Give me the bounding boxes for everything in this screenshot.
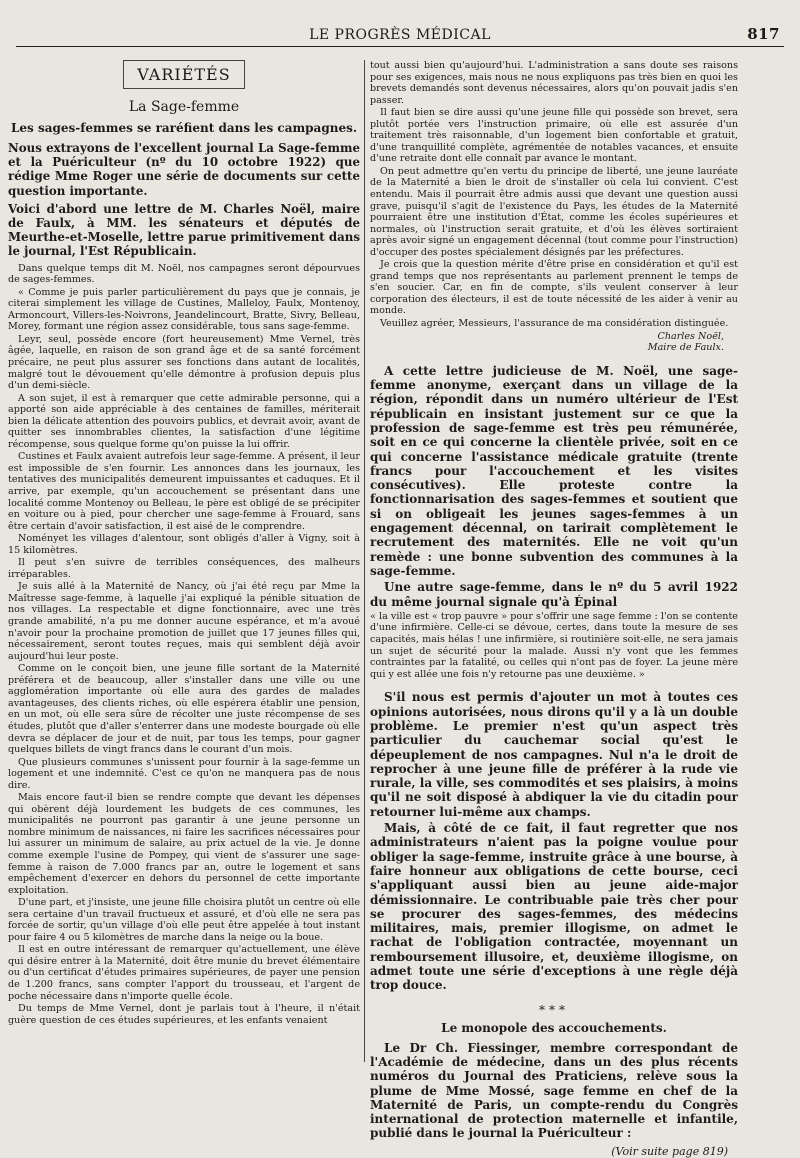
section-separator: *** <box>539 1002 569 1017</box>
body-paragraph: Veuillez agréer, Messieurs, l'assurance de ma considération distinguée. <box>380 318 729 330</box>
body-paragraph: Dans quelque temps dit M. Noël, nos campagnes seront dépourvues de sages-femmes. <box>8 262 360 286</box>
body-paragraph: « Comme je puis parler particulièrement du pays que je connais, je citerai simplement les village de Custines, Malleloy, Faulx, Montenoy, Armoncourt, Villers-les-Noivrons, Jeandelincourt, Bratte, Sivry, Belleau, Morey, formant une région assez considérable, tous sans sage-femme. <box>8 286 360 333</box>
page-number: 817 <box>747 25 780 43</box>
letter-signature <box>370 331 724 354</box>
signature-title: Maire de Faulx. <box>647 342 724 354</box>
body-paragraph: Custines et Faulx avaient autrefois leur sage-femme. A présent, il leur est impossible de s'en fournir. Les annonces dans les journaux, les tentatives des municipalités demeurent impuissantes et caduques. Et il arrive, par exemple, qu'un accouchement se présentant dans une localité comme Montenoy ou Belleau, le père est obligé de se précipiter en voiture ou à pied, pour chercher une sage-femme à Frouard, sans être certain d'avoir satisfaction, il est aisé de le comprendre. <box>8 451 360 532</box>
quoted-text: « la ville est « trop pauvre » pour s'offrir une sage femme : l'on se contente d'une infirmière. Celle-ci se dévoue, certes, dans toute la mesure de ses capacités, mais hélas ! une infirmière, si routinière soit-elle, ne sera jamais un sujet de sécurité pour la malade. Aussi n'y vont que les femmes contraintes par la fatalité, ou celles qui n'ont pas de foyer. La jeune mère qui y est allée une fois n'y retourne pas une deuxième. » <box>370 610 738 680</box>
journal-title: LE PROGRÈS MÉDICAL <box>309 27 491 43</box>
article-title: La Sage-femme <box>128 99 240 115</box>
body-paragraph: Je crois que la question mérite d'être prise en considération et qu'il est grand temps que nos représentants au parlement prennent le temps de s'en soucier. Car, en fin de compte, s'ils veulent conserver à leur corporation des électeurs, il est de toute nécessité de les aider à venir au monde. <box>370 259 738 317</box>
commentary-paragraph: S'il nous est permis d'ajouter un mot à toutes ces opinions autorisées, nous dirons qu'il y a là un double problème. Le premier n'est qu'un aspect très particulier du cauchemar social qu'est le dépeuplement de nos campagnes. Nul n'a le droit de reprocher à une jeune fille de préférer à la rude vie rurale, la ville, ses commodités et ses plaisirs, à moins qu'il ne soit disposé à abdiquer la vie du citadin pour retourner lui-même aux champs. <box>370 690 738 819</box>
body-paragraph: Il peut s'en suivre de terribles conséquences, des malheurs irréparables. <box>8 557 360 580</box>
page-header <box>16 24 784 47</box>
body-paragraph: A son sujet, il est à remarquer que cette admirable personne, qui a apporté son aide appréciable à des centaines de familles, mériterait bien la délicate attention des pouvoirs publics, et devrait avoir, avant de quitter ses innombrables clientes, la satisfaction d'une légitime récompense, sous quelque forme qu'on puisse la lui offrir. <box>8 392 360 450</box>
signature-name: Charles Noël, <box>657 330 724 342</box>
section-title: VARIÉTÉS <box>123 60 245 89</box>
left-column <box>8 60 360 1066</box>
commentary-paragraph: Le Dr Ch. Fiessinger, membre correspondant de l'Académie de médecine, dans un des plus récents numéros du Journal des Praticiens, relève sous la plume de Mme Mossé, sage femme en chef de la Maternité de Paris, un compte-rendu du Congrès international de protection maternelle et infantile, publié dans le journal la Puériculteur : <box>370 1040 738 1141</box>
body-paragraph: Du temps de Mme Vernel, dont je parlais tout à l'heure, il n'était guère question de ces études supérieures, et les enfants venaient <box>8 1003 360 1026</box>
column-divider <box>364 60 365 1062</box>
body-paragraph: Que plusieurs communes s'unissent pour fournir à la sage-femme un logement et une indemnité. C'est ce qu'on ne manquera pas de nous dire. <box>8 756 360 791</box>
body-paragraph: Il est en outre intéressant de remarquer qu'actuellement, une élève qui désire entrer à la Maternité, doit être munie du brevet élémentaire ou d'un certificat d'études primaires supérieures, de payer une pension de 1.200 francs, sans compter l'apport du trousseau, et l'argent de poche nécessaire dans n'importe quelle école. <box>8 944 360 1002</box>
subsection-title: Le monopole des accouchements. <box>441 1020 667 1035</box>
commentary-paragraph: Une autre sage-femme, dans le nº du 5 avril 1922 du même journal signale qu'à Épinal <box>370 580 738 609</box>
body-paragraph: Je suis allé à la Maternité de Nancy, où j'ai été reçu par Mme la Maîtresse sage-femme, à laquelle j'ai expliqué la pénible situation de nos villages. La respectable et digne fonctionnaire, avec une très grande amabilité, n'a pu me donner aucune espérance, et m'a avoué n'avoir pour la prochaine promotion de juillet que 17 jeunes filles qui, nécessairement, seront toutes reçues, mais qui semblent déjà avoir aujourd'hui leur poste. <box>8 581 360 662</box>
body-paragraph: tout aussi bien qu'aujourd'hui. L'administration a sans doute ses raisons pour ses exigences, mais nous ne nous expliquons pas très bien en quoi les brevets demandés sont devenus nécessaires, alors qu'on pouvait jadis s'en passer. <box>370 60 738 106</box>
intro-paragraph: Voici d'abord une lettre de M. Charles Noël, maire de Faulx, à MM. les sénateurs et députés de Meurthe-et-Moselle, lettre parue primitivement dans le journal, l'Est Républicain. <box>8 201 360 259</box>
right-column <box>370 60 738 1158</box>
commentary-paragraph: Mais, à côté de ce fait, il faut regretter que nos administrateurs n'aient pas la poigne voulue pour obliger la sage-femme, instruite grâce à une bourse, à faire honneur aux obligations de cette bourse, ceci s'appliquant aussi bien au jeune aide-major démissionnaire. Le contribuable paie très cher pour se procurer des sages-femmes, des médecins militaires, mais, premier illogisme, on admet le rachat de l'obligation contractée, moyennant un remboursement illusoire, et, deuxième illogisme, on admet toute une série d'exceptions à une règle déjà trop douce. <box>370 821 738 993</box>
body-paragraph: On peut admettre qu'en vertu du principe de liberté, une jeune lauréate de la Maternité a bien le droit de s'installer où cela lui convient. C'est entendu. Mais il pourrait être admis aussi que devant une question aussi grave, puisqu'il s'agit de l'existence du Pays, les études de la Maternité pourraient être une institution d'État, comme les écoles supérieures et normales, où l'instruction serait gratuite, et d'où les élèves sortiraient après avoir signé un engagement décennal (tout comme pour l'instruction) d'occuper des postes spécialement désignés par les préfectures. <box>370 165 738 258</box>
body-paragraph: D'une part, et j'insiste, une jeune fille choisira plutôt un centre où elle sera certaine d'un travail fructueux et assuré, et d'où elle ne sera pas forcée de sortir, qu'un village d'où elle peut être appelée à tout instant pour faire 4 ou 5 kilomètres de marche dans la neige ou la boue. <box>8 897 360 943</box>
body-paragraph: Noményet les villages d'alentour, sont obligés d'aller à Vigny, soit à 15 kilomètres. <box>8 533 360 556</box>
commentary-paragraph: A cette lettre judicieuse de M. Noël, une sage-femme anonyme, exerçant dans un village de la région, répondit dans un numéro ultérieur de l'Est républicain en insistant justement sur ce que la profession de sage-femme est très peu rémunérée, soit en ce qui concerne la clientèle privée, soit en ce qui concerne l'assistance médicale gratuite (trente francs pour l'accouchement et les visites consécutives). Elle proteste contre la fonctionnarisation des sages-femmes et soutient que si on obligeait les jeunes sages-femmes à un engagement décennal, on tarirait complètement le recrutement des maternités. Elle ne voit qu'un remède : une bonne subvention des communes à la sage-femme. <box>370 363 738 578</box>
article-subhead: Les sages-femmes se raréfient dans les campagnes. <box>10 121 358 135</box>
body-paragraph: Il faut bien se dire aussi qu'une jeune fille qui possède son brevet, sera plutôt portée vers l'instruction primaire, où elle est assurée d'un traitement très raisonnable, d'un logement bien confortable et gratuit, d'une tranquillité complète, agrémentée de notables vacances, et ensuite d'une retraite dont elle connaît par avance le montant. <box>370 107 738 165</box>
continuation-note: (Voir suite page 819) <box>611 1144 728 1158</box>
body-paragraph: Comme on le conçoit bien, une jeune fille sortant de la Maternité préférera et de beaucoup, aller s'installer dans une ville ou une agglomération importante où elle aura des gardes de malades avantageuses, des clients riches, où elle espérera établir une pension, en un mot, où elle sera sûre de récolter une juste récompense de ses études, plutôt que d'aller s'enterrer dans une modeste bourgade où elle devra se déplacer de jour et de nuit, par tous les temps, pour gagner quelques billets de vingt francs dans le courant d'un mois. <box>8 663 360 756</box>
body-paragraph: Leyr, seul, possède encore (fort heureusement) Mme Vernel, très âgée, laquelle, en raison de son grand âge et de sa santé forcément précaire, ne peut plus assurer ses fonctions dans autant de localités, malgré tout le dévouement qu'elle démontre à profusion depuis plus d'un demi-siècle. <box>8 333 360 392</box>
body-paragraph: Mais encore faut-il bien se rendre compte que devant les dépenses qui obèrent déjà lourdement les budgets de ces communes, les municipalités ne pourront pas garantir à une jeune personne un nombre minimum de naissances, ni faire les sacrifices nécessaires pour lui assurer un minimum de salaire, au prix actuel de la vie. Je donne comme exemple l'usine de Pompey, qui vient de s'assurer une sage-femme à raison de 7.000 francs par an, outre le logement et sans empêchement d'exercer en dehors du personnel de cette importante exploitation. <box>8 792 360 896</box>
intro-paragraph: Nous extrayons de l'excellent journal La Sage-femme et la Puériculteur (nº du 10 octobre 1922) que rédige Mme Roger une série de documents sur cette question importante. <box>8 141 360 198</box>
